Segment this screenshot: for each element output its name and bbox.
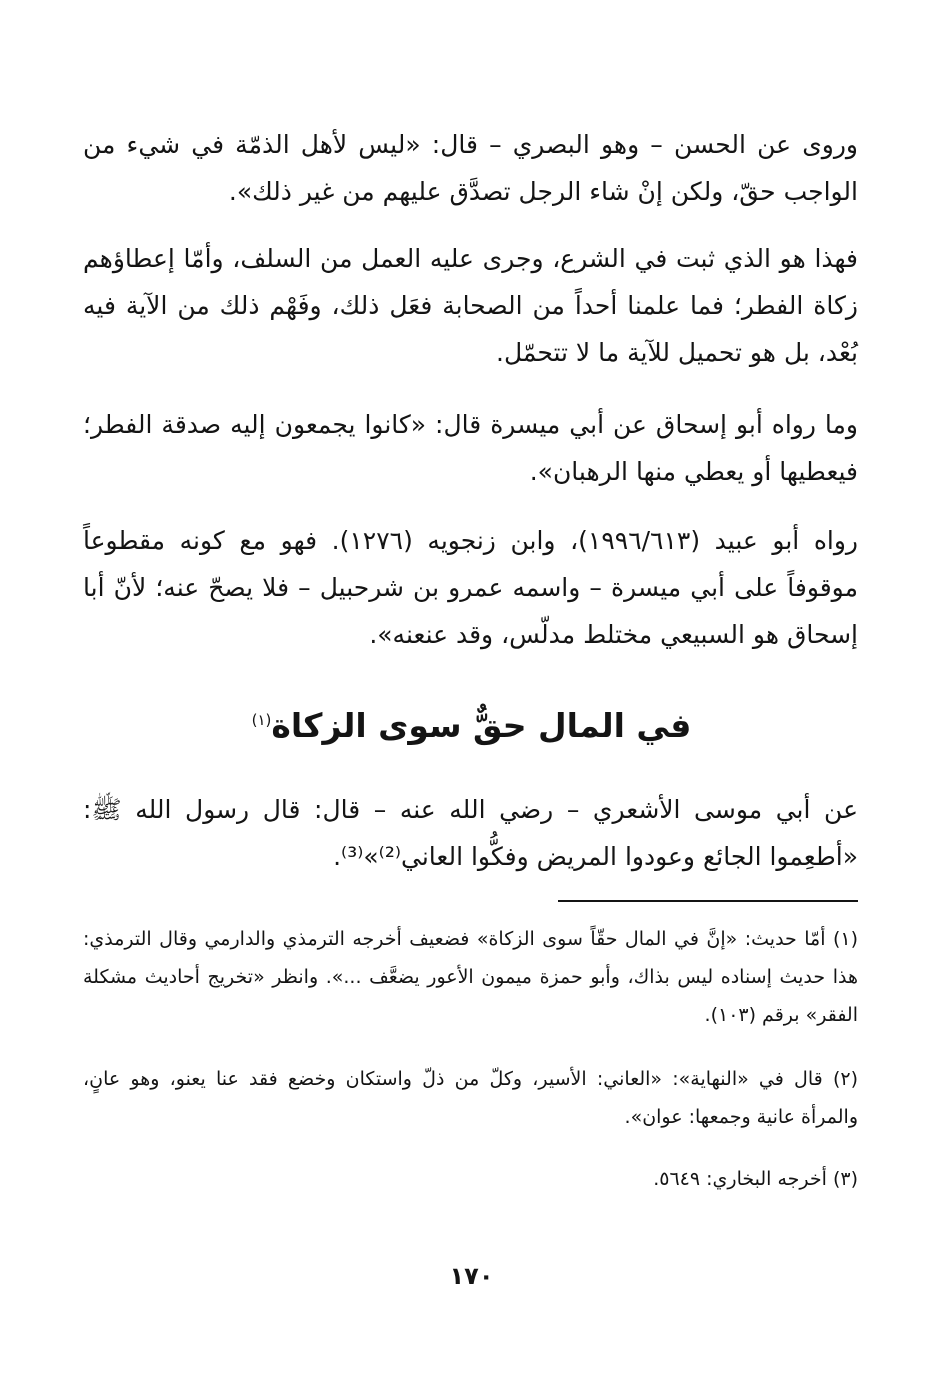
paragraph-hadith: عن أبي موسى الأشعري – رضي الله عنه – قال: قال رسول الله ﷺ: «أطعِموا الجائع وعودوا المريض وفكُّوا العاني⁽²⁾»⁽³⁾. xyxy=(83,795,858,871)
section-heading xyxy=(0,690,943,756)
paragraph-established-practice: فهذا هو الذي ثبت في الشرع، وجرى عليه العمل من السلف، وأمّا إعطاؤهم زكاة الفطر؛ فما علمنا أحداً من الصحابة فعَل ذلك، وفَهْم ذلك من الآية فيه بُعْد، بل هو تحميل للآية ما لا تتحمّل. xyxy=(83,244,858,367)
paragraph-chain-critique: رواه أبو عبيد (١٩٩٦/٦١٣)، وابن زنجويه (١٢٧٦). فهو مع كونه مقطوعاً موقوفاً على أبي ميسرة – واسمه عمرو بن شرحبيل – فلا يصحّ عنه؛ لأنّ أبا إسحاق هو السبيعي مختلط مدلّس، وقد عنعنه». xyxy=(83,526,859,649)
footnote-3: (٣) أخرجه البخاري: ٥٦٤٩. xyxy=(653,1168,858,1190)
section-heading-title: في المال حقٌّ سوى الزكاة xyxy=(271,706,692,745)
footnote-divider xyxy=(558,900,858,902)
heading-footnote-ref: (١) xyxy=(251,711,272,729)
paragraph-abu-maysara-narration: وما رواه أبو إسحاق عن أبي ميسرة قال: «كانوا يجمعون إليه صدقة الفطر؛ فيعطيها أو يعطي منها الرهبان». xyxy=(83,410,858,486)
footnote-1: (١) أمّا حديث: «إنَّ في المال حقّاً سوى الزكاة» فضعيف أخرجه الترمذي والدارمي وقال الترمذي: هذا حديث إسناده ليس بذاك، وأبو حمزة ميمون الأعور يضعَّف ...». وانظر «تخريج أحاديث مشكلة الفقر» برقم (١٠٣). xyxy=(83,928,858,1026)
footnote-2: (٢) قال في «النهاية»: «العاني: الأسير، وكلّ من ذلّ واستكان وخضع فقد عنا يعنو، وهو عانٍ، والمرأة عانية وجمعها: عوان». xyxy=(83,1068,858,1128)
paragraph-hasan-narration: وروى عن الحسن – وهو البصري – قال: «ليس لأهل الذمّة في شيء من الواجب حقّ، ولكن إنْ شاء الرجل تصدَّق عليهم من غير ذلك». xyxy=(83,130,858,206)
page-number: ١٧٠ xyxy=(449,1262,494,1290)
